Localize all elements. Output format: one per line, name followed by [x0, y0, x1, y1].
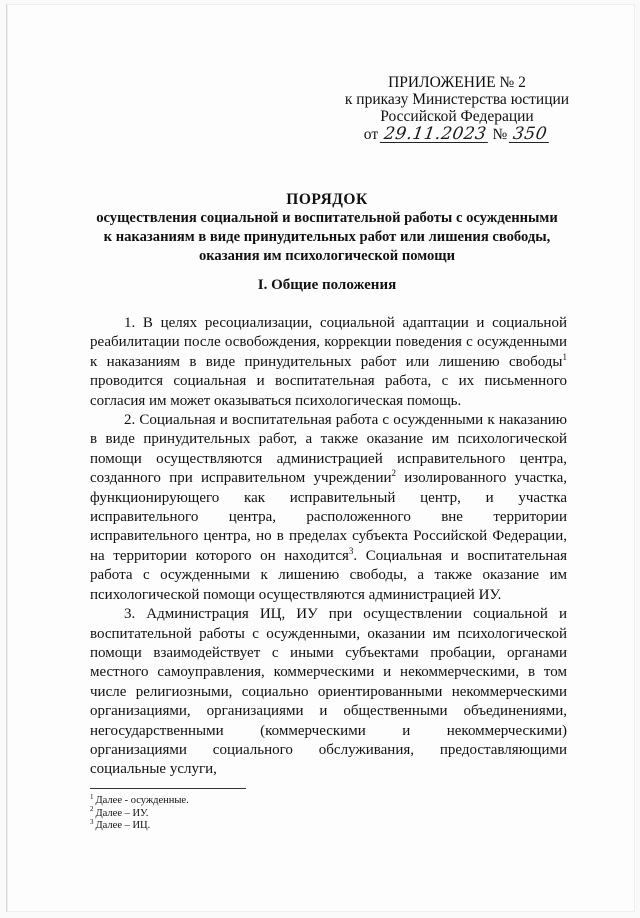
- appendix-date-number: [337, 126, 577, 143]
- footnote-3-number: 3: [90, 817, 94, 826]
- footnotes: [90, 792, 390, 833]
- document-subtitle-line-2: к наказаниям в виде принудительных работ или лишения свободы,: [103, 229, 551, 245]
- footnote-2-text: Далее – ИУ.: [95, 807, 149, 819]
- footnote-2: [90, 805, 390, 821]
- document-title: ПОРЯДОК: [286, 191, 368, 208]
- footnote-separator: [90, 788, 246, 789]
- paragraph-1-text-a: 1. В целях ресоциализации, социальной адаптации и социальной реабилитации после освобождения, коррекции поведения с осужденными к наказаниям в виде принудительных работ или лишению свободы: [90, 315, 567, 370]
- footnote-ref-3: 3: [348, 545, 354, 556]
- footnote-3-text: Далее – ИЦ.: [95, 820, 151, 831]
- footnote-1-number: 1: [90, 792, 94, 801]
- section-title: I. Общие положения: [257, 277, 397, 293]
- appendix-block: [337, 74, 577, 143]
- from-label: от: [363, 126, 379, 143]
- footnote-ref-1: 1: [562, 351, 567, 362]
- body-text: [90, 314, 567, 780]
- handwritten-date: 29.11.2023: [380, 126, 491, 143]
- paragraph-2: [90, 411, 567, 605]
- paragraph-1-text-b: проводится социальная и воспитательная работа, с их письменного согласия им может оказываться психологическая помощь.: [90, 373, 567, 409]
- footnote-ref-2: 2: [391, 468, 396, 479]
- paragraph-2-text-a: 2. Социальная и воспитательная работа с осужденными к наказанию в виде принудительных работ, а также оказание им психологической помощи осуществляются администрацией исправительного центра, созданного при исправительном учреждении: [90, 412, 567, 487]
- footnote-1: [90, 792, 390, 808]
- footnote-1-text: Далее - осужденные.: [95, 795, 189, 806]
- paragraph-2-text-b: изолированного участка, функционирующего как исправительный центр, и участка исправительного центра, расположенного вне территории исправительного центра, но в пределах субъекта Российской Федерации, на территории которого он находится: [90, 470, 567, 564]
- document-subtitle-line-1: осуществления социальной и воспитательной работы с осужденными: [96, 210, 558, 226]
- handwritten-number: 350: [509, 126, 551, 143]
- appendix-line-order: к приказу Министерства юстиции: [344, 91, 570, 108]
- appendix-title: ПРИЛОЖЕНИЕ № 2: [388, 74, 526, 91]
- footnote-3: [90, 817, 390, 833]
- paragraph-3: 3. Администрация ИЦ, ИУ при осуществлении социальной и воспитательной работы с осужденными, оказании им психологической помощи взаимодействует с иными субъектами пробации, органами местного самоуправления, коммерческими и некоммерческими, в том числе религиозными, социально ориентированными некоммерческими организациями, организациями и общественными объединениями, негосударственными (коммерческими и некоммерческими) организациями социального обслуживания, предоставляющими социальные услуги,: [90, 606, 567, 778]
- document-heading: [87, 190, 567, 266]
- document-subtitle-line-3: оказания им психологической помощи: [198, 248, 456, 264]
- paragraph-2-text-c: . Социальная и воспитательная работа с осужденными к лишению свободы, а также оказание им психологической помощи осуществляются администрацией ИУ.: [90, 547, 567, 603]
- number-label: №: [492, 126, 508, 143]
- document-page: [6, 4, 635, 912]
- footnote-2-number: 2: [90, 805, 94, 813]
- appendix-line-federation: Российской Федерации: [380, 108, 534, 125]
- paragraph-1: [90, 314, 567, 411]
